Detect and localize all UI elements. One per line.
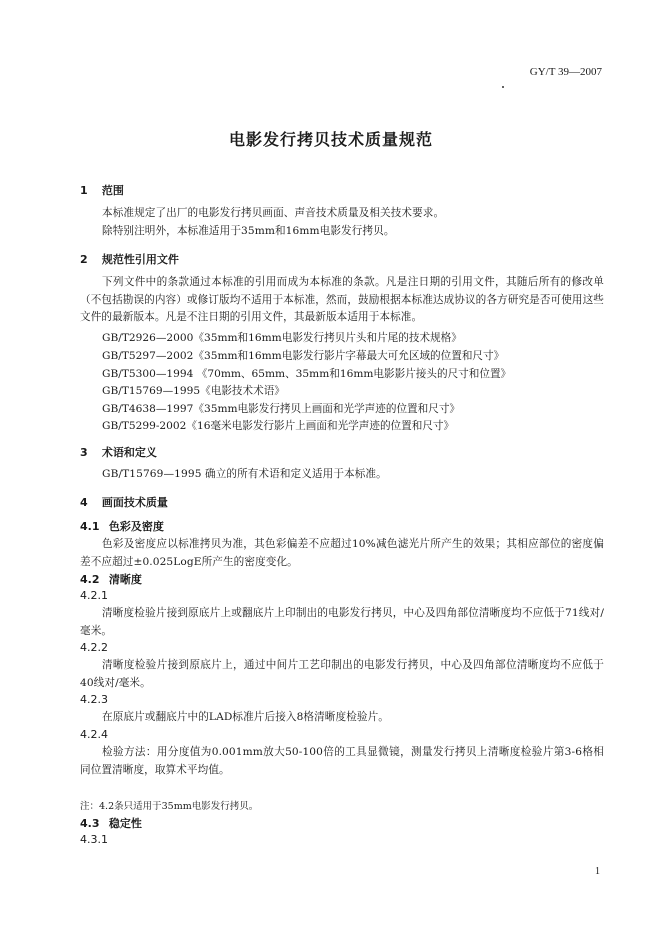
section-4-2-4-number: 4.2.4 (80, 728, 108, 741)
section-4-2-2-paragraph: 清晰度检验片接到原底片上，通过中间片工艺印制出的电影发行拷贝，中心及四角部位清晰度均不应低于40线对/毫米。 (80, 659, 604, 689)
section-4-2-3-paragraph: 在原底片或翻底片中的LAD标准片后接入8格清晰度检验片。 (102, 711, 389, 723)
section-4-2-heading (80, 571, 142, 587)
section-4-3-1-number: 4.3.1 (80, 833, 108, 846)
section-3-heading (80, 444, 157, 460)
reference-item: GB/T15769—1995《电影技术术语》 (102, 385, 285, 397)
section-4-2-1-number: 4.2.1 (80, 589, 108, 602)
section-number: 4 (80, 496, 88, 509)
section-4-2-1-paragraph: 清晰度检验片接到原底片上或翻底片上印制出的电影发行拷贝，中心及四角部位清晰度均不应低于71线对/毫米。 (80, 607, 604, 637)
reference-item: GB/T5297—2002《35mm和16mm电影发行影片字幕最大可允区域的位置和尺寸》 (102, 350, 505, 362)
section-title: 色彩及密度 (108, 520, 164, 533)
section-4-2-2-number: 4.2.2 (80, 641, 108, 654)
section-number: 4.2 (80, 573, 100, 586)
section-4-2-4-paragraph: 检验方法：用分度值为0.001mm放大50-100倍的工具显微镜，测量发行拷贝上清晰度检验片第3-6格相同位置清晰度，取算术平均值。 (80, 746, 604, 776)
document-title: 电影发行拷贝技术质量规范 (228, 130, 433, 149)
section-title: 稳定性 (108, 817, 142, 830)
section-1-paragraph-1: 本标准规定了出厂的电影发行拷贝画面、声音技术质量及相关技术要求。 (102, 207, 445, 219)
section-title: 术语和定义 (101, 446, 157, 459)
section-title: 画面技术质量 (101, 496, 168, 509)
section-number: 2 (80, 253, 88, 266)
section-title: 范围 (101, 184, 124, 197)
section-title: 清晰度 (108, 573, 142, 586)
section-4-1-paragraph: 色彩及密度应以标准拷贝为准，其色彩偏差不应超过10%减色滤光片所产生的效果；其相应部位的密度偏差不应超过±0.025LogE所产生的密度变化。 (80, 538, 604, 568)
speck-mark (502, 86, 504, 88)
section-2-heading (80, 251, 179, 267)
section-4-2-3-number: 4.2.3 (80, 693, 108, 706)
note-text: 注：4.2条只适用于35mm电影发行拷贝。 (80, 801, 259, 812)
section-number: 1 (80, 184, 88, 197)
reference-item: GB/T5300—1994 《70mm、65mm、35mm和16mm电影影片接头的尺寸和位置》 (102, 368, 512, 380)
section-number: 3 (80, 446, 88, 459)
reference-item: GB/T2926—2000《35mm和16mm电影发行拷贝片头和片尾的技术规格》 (102, 332, 462, 344)
section-4-heading (80, 494, 168, 510)
section-title: 规范性引用文件 (101, 253, 179, 266)
section-3-paragraph: GB/T15769—1995 确立的所有术语和定义适用于本标准。 (102, 468, 387, 480)
reference-item: GB/T4638—1997《35mm电影发行拷贝上画面和光学声迹的位置和尺寸》 (102, 403, 461, 415)
section-4-1-heading (80, 518, 164, 534)
standard-code: GY/T 39—2007 (529, 66, 602, 78)
reference-item: GB/T5299-2002《16毫米电影发行影片上画面和光学声迹的位置和尺寸》 (102, 420, 455, 432)
section-4-3-heading (80, 815, 142, 831)
section-number: 4.3 (80, 817, 100, 830)
section-number: 4.1 (80, 520, 100, 533)
section-1-heading (80, 182, 124, 198)
page-number: 1 (595, 866, 600, 877)
section-1-paragraph-2: 除特别注明外，本标准适用于35mm和16mm电影发行拷贝。 (102, 225, 395, 237)
section-2-paragraph: 下列文件中的条款通过本标准的引用而成为本标准的条款。凡是注日期的引用文件，其随后所有的修改单（不包括勘误的内容）或修订版均不适用于本标准，然而，鼓励根据本标准达成协议的各方研究是否可使用这些文件的最新版本。凡是不注日期的引用文件，其最新版本适用于本标准。 (80, 276, 604, 323)
